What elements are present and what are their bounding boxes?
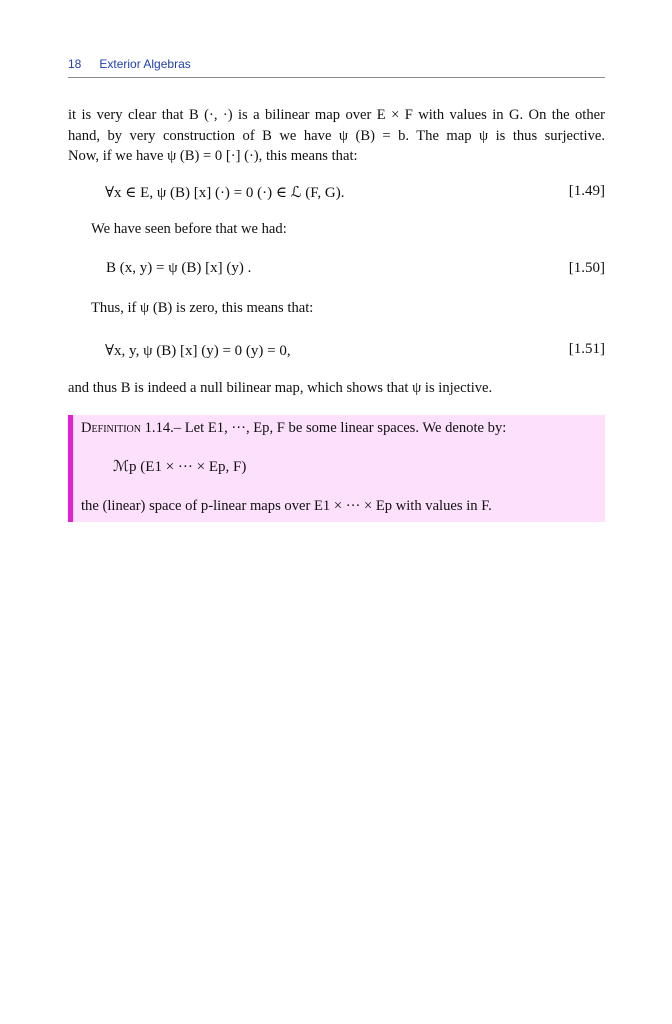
equation-formula: ∀x ∈ E, ψ (B) [x] (·) = 0 (·) ∈ ℒ (F, G). [105,185,345,201]
para1-line1: it is very clear that B (·, ·) is a bilinear map over E × F with values in G. On the other [68,107,605,123]
definition-line1-text: Let E1, ···, Ep, F be some linear spaces. We denote by: [184,420,507,436]
text-seen-before: We have seen before that we had: [91,221,287,237]
definition-label: Definition 1.14.– [81,420,182,436]
definition-line1 [81,420,506,437]
text-thus-if: Thus, if ψ (B) is zero, this means that: [91,300,314,316]
equation-number: [1.49] [568,183,605,199]
text-and-thus: and thus B is indeed a null bilinear map, which shows that ψ is injective. [68,380,493,396]
definition-formula: ℳp (E1 × ··· × Ep, F) [113,459,247,475]
para1-line3: Now, if we have ψ (B) = 0 [·] (·), this means that: [68,148,358,164]
equation-formula: ∀x, y, ψ (B) [x] (y) = 0 (y) = 0, [105,343,291,359]
para1-line2: hand, by very construction of B we have ψ (B) = b. The map ψ is thus surjective. [68,127,605,144]
definition-line3: the (linear) space of p-linear maps over E1 × ··· × Ep with values in F. [81,498,492,514]
equation-number: [1.51] [568,341,605,357]
running-header [68,57,605,78]
page-number: 18 [68,57,82,71]
definition-box [68,415,605,522]
equation-formula: B (x, y) = ψ (B) [x] (y) . [106,260,252,276]
paragraph-injective [68,378,605,399]
running-title: Exterior Algebras [99,57,191,71]
equation-number: [1.50] [568,260,605,276]
paragraph-surjective [68,105,605,167]
